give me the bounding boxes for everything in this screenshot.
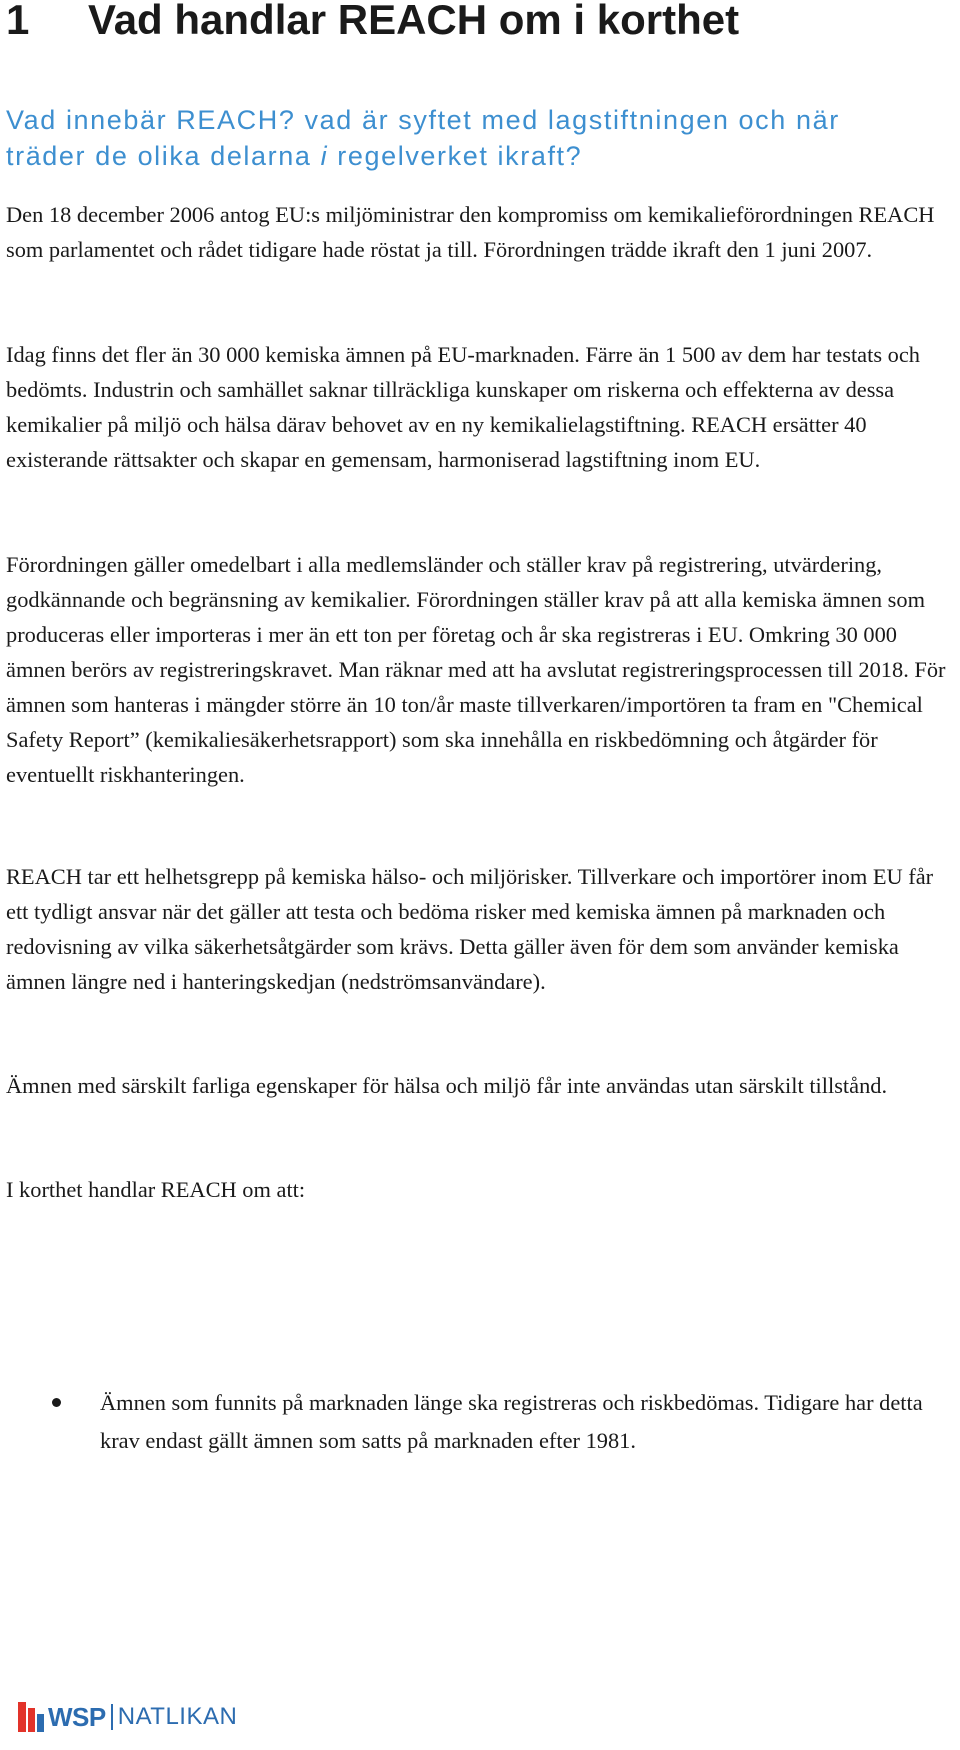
paragraph-summary-intro: I korthet handlar REACH om att: (6, 1177, 306, 1202)
bullet-icon (52, 1398, 61, 1407)
list-item (0, 1384, 960, 1460)
logo-company-text: NATLIKAN (117, 1703, 238, 1730)
logo-divider (111, 1704, 113, 1730)
lead-text-italic: i (320, 141, 329, 171)
summary-list (0, 1384, 960, 1460)
section-title: Vad handlar REACH om i korthet (88, 0, 740, 43)
paragraph-background: Idag finns det fler än 30 000 kemiska ämnen på EU-marknaden. Färre än 1 500 av dem har testats och bedömts. Industrin och samhället saknar tillräckliga kunskaper om riskerna och effekterna av dessa kemikalier på miljö och hälsa därav behovet av en ny kemikalielagstiftning. REACH ersätter 40 existerande rättsakter och skapar en gemensam, harmoniserad lagstiftning inom EU. (6, 342, 920, 472)
logo-brand-text: WSP (48, 1701, 106, 1732)
lead-question (6, 102, 926, 174)
paragraph-responsibility: REACH tar ett helhetsgrepp på kemiska hälso- och miljörisker. Tillverkare och importörer inom EU får ett tydligt ansvar när det gäller att testa och bedöma risker med kemiska ämnen på marknaden och redovisning av vilka säkerhetsåtgärder som krävs. Detta gäller även för dem som använder kemiska ämnen längre ned i hanteringskedjan (nedströmsanvändare). (6, 864, 934, 994)
lead-text-end: regelverket ikraft? (328, 141, 583, 171)
wsp-logo-icon (18, 1702, 44, 1732)
section-heading (6, 0, 739, 48)
list-item-text: Ämnen som funnits på marknaden länge ska registreras och riskbedömas. Tidigare har detta krav endast gällt ämnen som satts på marknaden efter 1981. (100, 1390, 923, 1453)
section-number: 1 (6, 0, 30, 43)
paragraph-adoption: Den 18 december 2006 antog EU:s miljöministrar den kompromiss om kemikalieförordningen REACH som parlamentet och rådet tidigare hade röstat ja till. Förordningen trädde ikraft den 1 juni 2007. (6, 202, 935, 262)
company-logo (18, 1700, 237, 1734)
lead-text-start: Vad innebär REACH? vad är syftet med lagstiftningen och när träder de olika delarna (6, 105, 840, 171)
paragraph-authorisation: Ämnen med särskilt farliga egenskaper för hälsa och miljö får inte användas utan särskilt tillstånd. (6, 1073, 888, 1098)
paragraph-registration: Förordningen gäller omedelbart i alla medlemsländer och ställer krav på registrering, utvärdering, godkännande och begränsning av kemikalier. Förordningen ställer krav på att alla kemiska ämnen som produceras eller importeras i mer än ett ton per företag och år ska registreras i EU. Omkring 30 000 ämnen berörs av registreringskravet. Man räknar med att ha avslutat registreringsprocessen till 2018. För ämnen som hanteras i mängder större än 10 ton/år maste tillverkaren/importören ta fram en "Chemical Safety Report” (kemikaliesäkerhetsrapport) som ska innehålla en riskbedömning och åtgärder för eventuellt riskhanteringen. (6, 552, 946, 787)
